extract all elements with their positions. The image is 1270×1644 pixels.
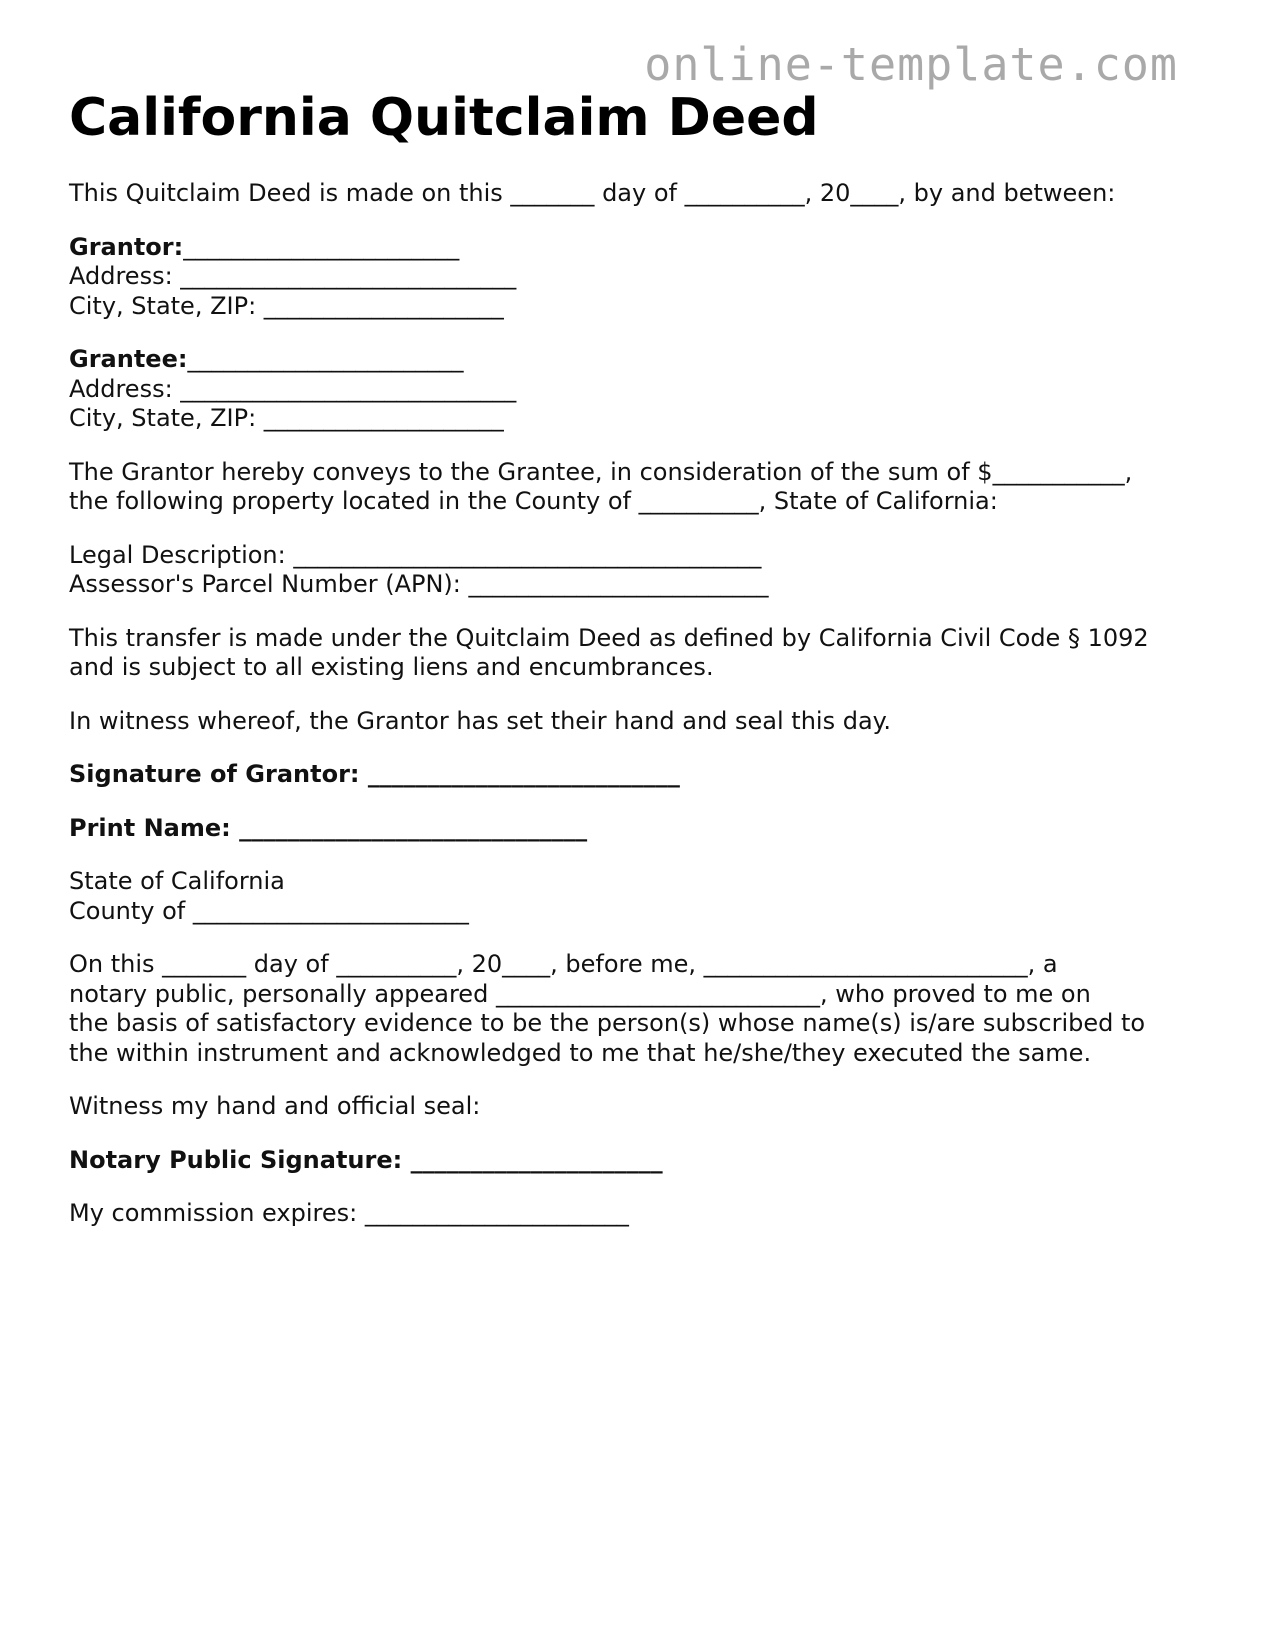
print-name-blank[interactable]: _____________________________ — [239, 813, 588, 842]
apn-line[interactable]: Assessor's Parcel Number (APN): _________________________ — [69, 570, 769, 598]
print-name-label-text: Print Name: — [69, 813, 231, 842]
grantee-line — [69, 345, 1189, 375]
notary-signature-label-text: Notary Public Signature: — [69, 1145, 403, 1174]
venue-state: State of California — [69, 867, 285, 895]
acknowledgment-line-4: the within instrument and acknowledged to me that he/she/they executed the same. — [69, 1038, 1092, 1067]
grantor-signature-label — [69, 760, 680, 788]
transfer-line-2: and is subject to all existing liens and encumbrances. — [69, 653, 714, 681]
print-name-label — [69, 814, 587, 842]
grantor-line — [69, 233, 1189, 263]
watermark: online-template.com — [644, 38, 1178, 91]
print-name-line — [69, 814, 1189, 844]
signature-label-text: Signature of Grantor: — [69, 760, 360, 788]
conveyance-line-2: the following property located in the County of __________, State of California: — [69, 487, 998, 515]
property-block — [69, 541, 1189, 600]
acknowledgment-line-2: notary public, personally appeared ___________________________, who proved to me on — [69, 979, 1091, 1008]
grantor-name-blank[interactable]: _______________________ — [183, 232, 460, 261]
grantee-address-line[interactable]: Address: ____________________________ — [69, 374, 517, 403]
grantee-city-line[interactable]: City, State, ZIP: ____________________ — [69, 404, 504, 432]
intro-paragraph: This Quitclaim Deed is made on this _______ day of __________, 20____, by and between: — [69, 179, 1116, 207]
conveyance-line-1: The Grantor hereby conveys to the Grantee, in consideration of the sum of $___________, — [69, 457, 1133, 486]
document-title: California Quitclaim Deed — [69, 88, 819, 148]
acknowledgment-line-1: On this _______ day of __________, 20____, before me, ___________________________, a — [69, 950, 1058, 978]
notary-signature-line — [69, 1146, 1189, 1176]
grantee-name-blank[interactable]: _______________________ — [187, 345, 464, 373]
venue-county[interactable]: County of _______________________ — [69, 896, 469, 925]
document-page — [69, 86, 1189, 1253]
acknowledgment-line-3: the basis of satisfactory evidence to be the person(s) whose name(s) is/are subscribed to — [69, 1009, 1146, 1037]
conveyance-paragraph — [69, 458, 1189, 517]
witness-paragraph: In witness whereof, the Grantor has set their hand and seal this day. — [69, 706, 892, 735]
grantor-label: Grantor: — [69, 232, 184, 261]
grantor-signature-line — [69, 760, 1189, 790]
transfer-paragraph — [69, 624, 1189, 683]
commission-expires-line[interactable]: My commission expires: ______________________ — [69, 1199, 629, 1227]
notary-witness-line: Witness my hand and official seal: — [69, 1092, 481, 1120]
notary-signature-label — [69, 1146, 663, 1174]
grantee-label: Grantee: — [69, 345, 188, 373]
grantor-city-line[interactable]: City, State, ZIP: ____________________ — [69, 291, 504, 320]
grantee-block — [69, 345, 1189, 434]
notary-signature-blank[interactable]: _____________________ — [410, 1145, 663, 1174]
grantor-address-line[interactable]: Address: ____________________________ — [69, 262, 517, 290]
acknowledgment-paragraph — [69, 950, 1189, 1068]
notary-venue-block — [69, 867, 1189, 926]
grantor-block — [69, 233, 1189, 322]
legal-description-line[interactable]: Legal Description: _______________________________________ — [69, 540, 762, 569]
grantor-signature-blank[interactable]: __________________________ — [367, 760, 680, 788]
transfer-line-1: This transfer is made under the Quitclaim Deed as defined by California Civil Code § 1092 — [69, 623, 1149, 652]
